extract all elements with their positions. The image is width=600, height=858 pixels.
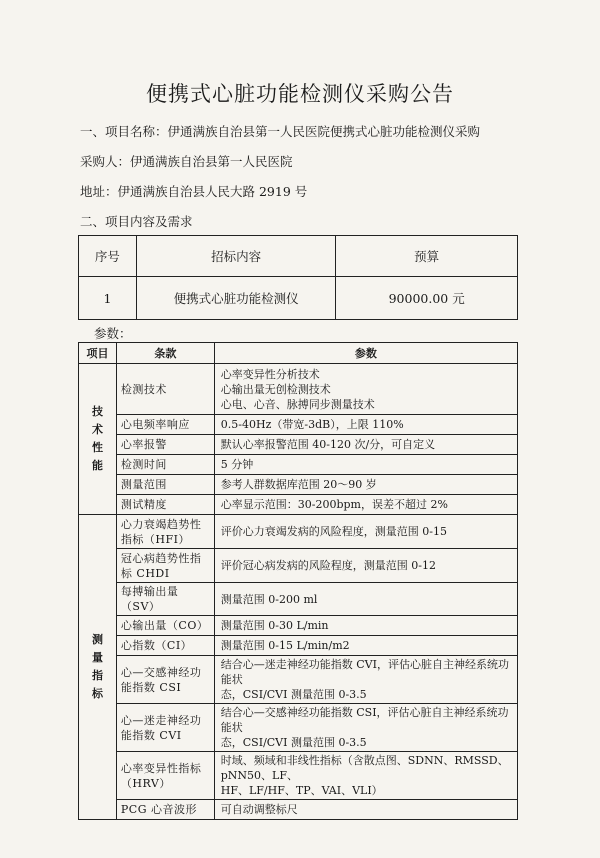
params-label: 参数： xyxy=(94,326,132,341)
header-cell: 预算 xyxy=(336,236,518,277)
param-cell: 测量范围 0-200 ml xyxy=(214,583,517,616)
param-cell: 结合心—迷走神经功能指数 CVI，评估心脏自主神经系统功能状 态，CSI/CVI 测量范围 0-3.5 xyxy=(214,656,517,704)
header-cell: 参数 xyxy=(214,343,517,364)
page-title: 便携式心脏功能检测仪采购公告 xyxy=(146,82,454,106)
header-cell: 条款 xyxy=(116,343,214,364)
param-cell: 0.5-40Hz（带宽-3dB），上限 110% xyxy=(214,415,517,435)
item-cell: 心指数（CI） xyxy=(116,636,214,656)
item-cell: 每搏输出量（SV） xyxy=(116,583,214,616)
table-cell: 便携式心脏功能检测仪 xyxy=(136,277,335,320)
header-cell: 序号 xyxy=(79,236,137,277)
address: 地址：伊通满族自治县人民大路 2919 号 xyxy=(80,184,308,199)
table-row xyxy=(79,277,518,320)
table-row xyxy=(79,364,518,415)
item-cell: 心—交感神经功 能指数 CSI xyxy=(116,656,214,704)
header-cell: 招标内容 xyxy=(136,236,335,277)
table-row xyxy=(79,549,518,583)
param-cell: 结合心—交感神经功能指数 CSI，评估心脏自主神经系统功能状 态，CSI/CVI 测量范围 0-3.5 xyxy=(214,704,517,752)
table-row xyxy=(79,616,518,636)
item-cell: 心率报警 xyxy=(116,435,214,455)
param-cell: 评价心力衰竭发病的风险程度，测量范围 0-15 xyxy=(214,515,517,549)
header-cell: 项目 xyxy=(79,343,117,364)
param-cell: 测量范围 0-15 L/min/m2 xyxy=(214,636,517,656)
summary-table xyxy=(78,235,518,320)
item-cell: 心力衰竭趋势性 指标（HFI） xyxy=(116,515,214,549)
item-cell: 心输出量（CO） xyxy=(116,616,214,636)
param-cell: 5 分钟 xyxy=(214,455,517,475)
table-row xyxy=(79,515,518,549)
item-cell: 心电频率响应 xyxy=(116,415,214,435)
table-row xyxy=(79,415,518,435)
item-cell: 测量范围 xyxy=(116,475,214,495)
param-cell: 可自动调整标尺 xyxy=(214,800,517,820)
param-cell: 时域、频域和非线性指标（含散点图、SDNN、RMSSD、pNN50、LF、 HF、LF/HF、TP、VAI、VLI） xyxy=(214,752,517,800)
params-table xyxy=(78,342,518,820)
table-row xyxy=(79,435,518,455)
table-cell: 90000.00 元 xyxy=(336,277,518,320)
item-cell: 心—迷走神经功 能指数 CVI xyxy=(116,704,214,752)
purchaser: 采购人：伊通满族自治县第一人民医院 xyxy=(80,154,293,169)
table-row xyxy=(79,583,518,616)
table-row xyxy=(79,752,518,800)
param-cell: 心率变异性分析技术 心输出量无创检测技术 心电、心音、脉搏同步测量技术 xyxy=(214,364,517,415)
param-cell: 心率显示范围：30-200bpm，误差不超过 2% xyxy=(214,495,517,515)
item-cell: 检测技术 xyxy=(116,364,214,415)
item-cell: 测试精度 xyxy=(116,495,214,515)
table-row xyxy=(79,495,518,515)
param-cell: 默认心率报警范围 40-120 次/分，可自定义 xyxy=(214,435,517,455)
param-cell: 测量范围 0-30 L/min xyxy=(214,616,517,636)
params-header-row xyxy=(79,343,518,364)
table-row xyxy=(79,475,518,495)
table-row xyxy=(79,455,518,475)
section-heading: 二、项目内容及需求 xyxy=(80,214,193,229)
group-cell: 测 量 指 标 xyxy=(79,515,117,820)
table-row xyxy=(79,636,518,656)
item-cell: 冠心病趋势性指 标 CHDI xyxy=(116,549,214,583)
item-cell: 心率变异性指标 （HRV） xyxy=(116,752,214,800)
table-row xyxy=(79,800,518,820)
project-name: 一、项目名称：伊通满族自治县第一人民医院便携式心脏功能检测仪采购 xyxy=(80,124,481,139)
item-cell: PCG 心音波形 xyxy=(116,800,214,820)
table-row xyxy=(79,704,518,752)
group-cell: 技 术 性 能 xyxy=(79,364,117,515)
param-cell: 参考人群数据库范围 20～90 岁 xyxy=(214,475,517,495)
table-row xyxy=(79,656,518,704)
item-cell: 检测时间 xyxy=(116,455,214,475)
table-cell: 1 xyxy=(79,277,137,320)
param-cell: 评价冠心病发病的风险程度，测量范围 0-12 xyxy=(214,549,517,583)
summary-header-row xyxy=(79,236,518,277)
